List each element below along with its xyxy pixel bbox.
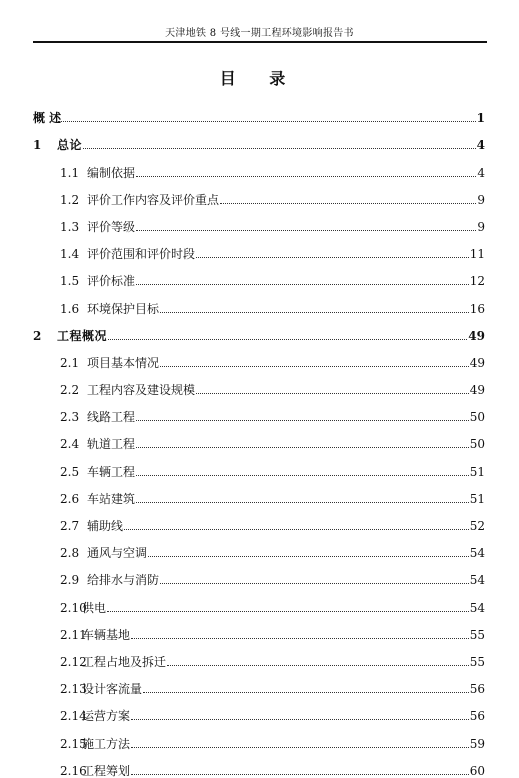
toc-page-number: 54 (469, 573, 485, 588)
toc-section-entry[interactable] (33, 642, 485, 669)
toc-section-entry[interactable] (33, 615, 485, 642)
toc-entry-label: 项目基本情况 (87, 355, 160, 370)
dot-leader (196, 257, 469, 258)
dot-leader (131, 719, 469, 720)
toc-entry-number: 2.12 (60, 654, 87, 669)
toc-page-number: 16 (469, 301, 485, 316)
toc-page-number: 50 (469, 410, 485, 425)
toc-entry-label: 环境保护目标 (87, 301, 160, 316)
toc-page-number: 52 (469, 519, 485, 533)
dot-leader (136, 284, 469, 285)
toc-entry-label: 评价等级 (87, 219, 136, 234)
toc-section-entry[interactable] (33, 261, 485, 288)
toc-entry-number: 2.9 (60, 573, 80, 588)
dot-leader (196, 393, 469, 394)
toc-page-number: 54 (469, 546, 485, 561)
toc-entry-label: 线路工程 (87, 410, 136, 425)
toc-entry-number: 1.6 (60, 301, 80, 316)
toc-page-number: 9 (477, 192, 485, 207)
toc-page-number: 4 (476, 138, 485, 153)
dot-leader (131, 638, 469, 639)
toc-page-number: 11 (469, 247, 485, 262)
toc-entry-number: 2.10 (60, 600, 87, 615)
toc-entry-number: 2.3 (60, 410, 80, 425)
toc-page-number: 56 (469, 682, 485, 697)
toc-entry-label: 施工方法 (82, 736, 131, 751)
toc-page-number: 49 (468, 328, 485, 343)
toc-entry-number: 2.14 (60, 709, 87, 724)
toc-section-entry[interactable] (33, 560, 485, 587)
toc-entry-number: 2 (33, 328, 42, 343)
toc-page-number: 49 (469, 383, 485, 398)
dot-leader (83, 148, 476, 149)
table-of-contents (33, 98, 485, 778)
toc-section-entry[interactable] (33, 207, 485, 234)
toc-entry-label: 通风与空调 (87, 546, 148, 561)
toc-entry-number: 概 述 (33, 111, 62, 126)
toc-page-number: 49 (469, 355, 485, 370)
dot-leader (136, 502, 469, 503)
toc-page-number: 51 (469, 464, 485, 479)
toc-entry-number: 1 (33, 138, 42, 153)
dot-leader (220, 203, 476, 204)
toc-entry-number: 1.1 (60, 165, 80, 180)
toc-entry-number: 2.2 (60, 383, 80, 398)
toc-entry-number: 1.2 (60, 192, 80, 207)
toc-entry-number: 2.13 (60, 682, 87, 697)
toc-entry-label: 设计客流量 (82, 682, 143, 697)
toc-entry-label: 编制依据 (87, 165, 136, 180)
toc-entry-label: 工程筹划 (82, 763, 131, 778)
toc-entry-number: 2.7 (60, 519, 80, 533)
dot-leader (131, 747, 469, 748)
toc-entry-number: 1.3 (60, 219, 80, 234)
page-title: 目 录 (219, 69, 300, 88)
toc-section-entry[interactable] (33, 533, 485, 560)
toc-section-entry[interactable] (33, 180, 485, 207)
toc-page-number: 55 (469, 627, 485, 642)
dot-leader (167, 665, 469, 666)
toc-section-entry[interactable] (33, 397, 485, 424)
dot-leader (108, 339, 467, 340)
toc-page-number: 56 (469, 709, 485, 724)
toc-page-number: 12 (469, 274, 485, 289)
dot-leader (58, 121, 476, 122)
dot-leader (131, 774, 469, 775)
dot-leader (143, 692, 469, 693)
toc-entry-label: 工程内容及建设规模 (87, 383, 196, 398)
dot-leader (160, 583, 469, 584)
toc-section-entry[interactable] (33, 669, 485, 696)
header-rule (33, 41, 487, 43)
toc-entry-number: 2.15 (60, 736, 87, 751)
toc-entry-label: 轨道工程 (87, 437, 136, 452)
toc-entry-label: 评价工作内容及评价重点 (87, 192, 220, 207)
toc-chapter-entry[interactable] (33, 98, 485, 125)
toc-entry-label: 车辆基地 (82, 627, 131, 642)
toc-page-number: 51 (469, 491, 485, 506)
toc-entry-number: 2.1 (60, 355, 80, 370)
toc-chapter-entry[interactable] (33, 316, 485, 343)
toc-entry-number: 2.4 (60, 437, 80, 452)
toc-entry-label: 供电 (82, 600, 107, 615)
dot-leader (124, 529, 469, 530)
toc-section-entry[interactable] (33, 479, 485, 506)
toc-entry-label: 工程概况 (57, 328, 108, 343)
toc-section-entry[interactable] (33, 343, 485, 370)
toc-section-entry[interactable] (33, 587, 485, 614)
dot-leader (160, 312, 469, 313)
dot-leader (107, 611, 469, 612)
toc-entry-label: 工程占地及拆迁 (82, 654, 167, 669)
dot-leader (136, 475, 469, 476)
toc-entry-number: 1.4 (60, 247, 80, 262)
toc-page-number: 9 (477, 219, 485, 234)
toc-page-number: 50 (469, 437, 485, 452)
toc-section-entry[interactable] (33, 288, 485, 315)
toc-section-entry[interactable] (33, 723, 485, 750)
toc-entry-number: 2.16 (60, 763, 87, 778)
dot-leader (136, 420, 469, 421)
running-header: 天津地铁 8 号线一期工程环境影响报告书 (165, 28, 354, 39)
toc-section-entry[interactable] (33, 696, 485, 723)
dot-leader (136, 447, 469, 448)
dot-leader (136, 230, 476, 231)
toc-section-entry[interactable] (33, 152, 485, 179)
toc-entry-label: 给排水与消防 (87, 573, 160, 588)
toc-entry-label: 评价范围和评价时段 (87, 247, 196, 262)
toc-section-entry[interactable] (33, 370, 485, 397)
toc-entry-label: 评价标准 (87, 274, 136, 289)
dot-leader (160, 366, 469, 367)
toc-page-number: 59 (469, 736, 485, 751)
dot-leader (148, 556, 469, 557)
toc-entry-number: 2.5 (60, 464, 80, 479)
toc-chapter-entry[interactable] (33, 125, 485, 152)
toc-section-entry[interactable] (33, 424, 485, 451)
toc-section-entry[interactable] (33, 234, 485, 261)
toc-entry-label: 车站建筑 (87, 491, 136, 506)
toc-entry-number: 2.8 (60, 546, 80, 561)
toc-entry-number: 2.6 (60, 491, 80, 506)
toc-page-number: 60 (469, 763, 485, 778)
toc-entry-number: 1.5 (60, 274, 80, 289)
toc-page-number: 4 (477, 165, 485, 180)
toc-section-entry[interactable] (33, 506, 485, 533)
toc-section-entry[interactable] (33, 451, 485, 478)
dot-leader (136, 176, 476, 177)
toc-entry-number: 2.11 (60, 627, 87, 642)
toc-page-number: 1 (476, 111, 485, 126)
toc-entry-label: 辅助线 (87, 519, 124, 533)
toc-entry-label: 总论 (57, 138, 83, 153)
toc-page-number: 55 (469, 654, 485, 669)
toc-entry-label: 运营方案 (82, 709, 131, 724)
toc-page-number: 54 (469, 600, 485, 615)
toc-entry-label: 车辆工程 (87, 464, 136, 479)
toc-section-entry[interactable] (33, 751, 485, 778)
